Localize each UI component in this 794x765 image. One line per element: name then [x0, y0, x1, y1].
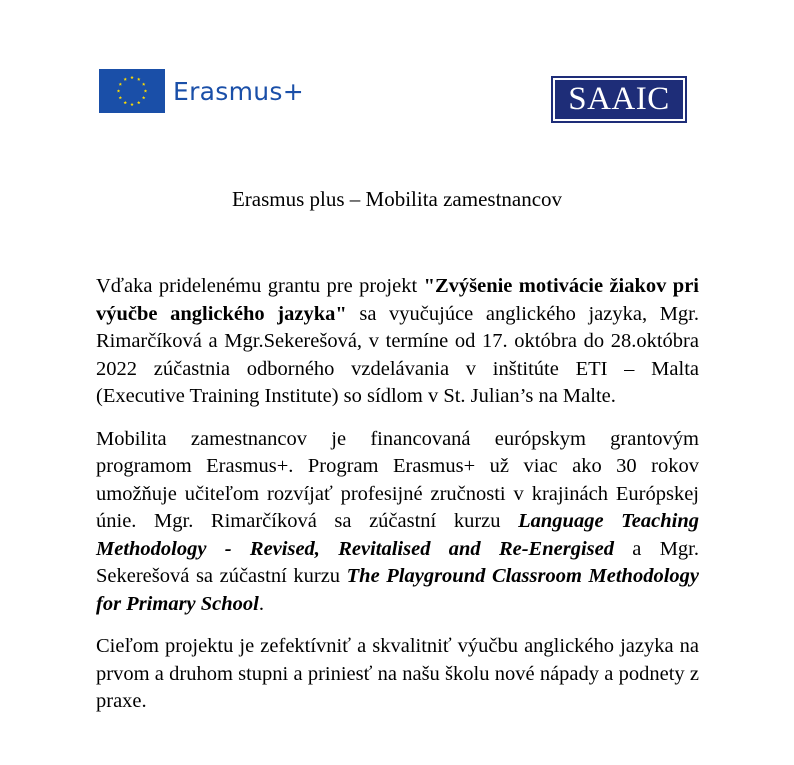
eu-star-icon [119, 82, 122, 85]
paragraph-mobility-intro: Mobilita zamestnancov je financovaná európskym grantovým programom Erasmus+. Program Erasmus+ už viac ako 30 rokov umožňuje učiteľom rozvíjať profesijné zručnosti v krajinách Európskej únie. Mgr. Rimarčíková sa zúčastní kurzu [96, 427, 699, 532]
eu-star-icon [124, 78, 127, 81]
logo-header [0, 0, 794, 140]
course-name-1: Language Teaching Methodology - Revised, Revitalised and Re-Energised [96, 510, 699, 560]
eu-star-icon [137, 78, 140, 81]
course-name-2: The Playground Classroom Methodology for Primary School [96, 565, 699, 615]
eu-star-icon [130, 103, 133, 106]
eu-star-icon [142, 82, 145, 85]
eu-star-icon [142, 96, 145, 99]
paragraph-grant-intro: Vďaka pridelenému grantu pre projekt [96, 275, 424, 297]
paragraph-goal: Cieľom projektu je zefektívniť a skvalitniť výučbu anglického jazyka na prvom a druhom stupni a priniesť na našu školu nové nápady a podnety z praxe. [96, 635, 699, 712]
eu-star-icon [117, 89, 120, 92]
paragraph-mobility-end: . [258, 592, 264, 615]
eu-star-icon [119, 96, 122, 99]
paragraph-mobility-mid: a Mgr. Sekerešová sa zúčastní kurzu [96, 537, 699, 587]
page-title: Erasmus plus – Mobilita zamestnancov [231, 187, 563, 211]
paragraph-grant [96, 273, 699, 411]
erasmus-logo-text: Erasmus+ [173, 76, 304, 106]
saaic-logo [551, 76, 687, 123]
eu-flag-icon [99, 69, 165, 113]
erasmus-logo [99, 69, 304, 113]
article-body [96, 273, 699, 731]
saaic-logo-text: SAAIC [568, 81, 670, 117]
project-name: "Zvýšenie motivácie žiakov pri výučbe anglického jazyka" [96, 275, 699, 325]
eu-star-icon [144, 89, 147, 92]
paragraph-mobility [96, 426, 699, 619]
eu-star-icon [137, 101, 140, 104]
paragraph-grant-rest: sa vyučujúce anglického jazyka, Mgr. Rimarčíková a Mgr.Sekerešová, v termíne od 17. októbra do 28.októbra 2022 zúčastnia odborného vzdelávania v inštitúte ETI – Malta (Executive Training Institute) so sídlom v St. Julian’s na Malte. [96, 302, 699, 407]
eu-star-icon [130, 76, 133, 79]
eu-star-icon [124, 101, 127, 104]
